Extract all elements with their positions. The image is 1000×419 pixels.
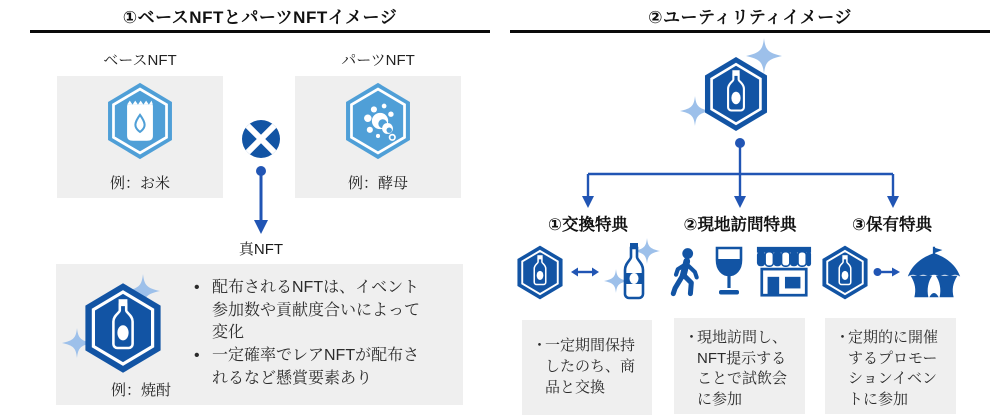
storefront-icon: [755, 246, 813, 298]
bullet-text: 配布されるNFTは、イベント参加数や貢献度合いによって変化: [212, 279, 421, 342]
utility-main-figure: [678, 38, 802, 144]
sparkling-bottle-icon: [606, 239, 660, 305]
base-nft-example: 例：お米: [109, 175, 170, 192]
shochu-bottle-hexagon-icon: [703, 56, 769, 132]
parts-nft-example: 例：酵母: [347, 175, 408, 192]
bullet-marker: •: [194, 279, 200, 296]
base-nft-label: ベースNFT: [103, 52, 177, 69]
benefit3-heading: ③保有特典: [852, 216, 932, 234]
nft-hexagon-icon: [516, 245, 564, 300]
benefit2-description: ・ 現地訪問し、NFT提示することで試飲会に参加: [684, 328, 799, 411]
branch-connector: [540, 136, 960, 210]
dot-arrow-icon: [873, 266, 901, 278]
benefit1-description-box: [522, 320, 652, 415]
shochu-bottle-hexagon-icon: [83, 282, 163, 374]
right-title-underline: [510, 30, 990, 33]
bullet-item: [194, 277, 424, 345]
left-title-underline: [30, 30, 490, 33]
benefit3-description-box: [825, 318, 956, 414]
benefit1-description: ・ 一定期間保持したのち、商品と交換: [532, 336, 641, 398]
swap-arrow-icon: [570, 265, 600, 279]
bullet-marker: ・: [684, 329, 700, 346]
benefit2-heading: ②現地訪問特典: [683, 216, 797, 234]
true-nft-example: 例：焼酎: [110, 382, 171, 399]
benefit3-description: ・ 定期的に開催するプロモーションイベントに参加: [835, 328, 950, 411]
down-arrow-connector: [250, 162, 272, 236]
true-nft-bullets: [194, 277, 424, 391]
benefit2-description-box: [674, 318, 805, 414]
multiply-circle-icon: [240, 118, 282, 160]
bullet-item: [194, 345, 424, 390]
wine-glass-icon: [712, 246, 746, 298]
bullet-marker: ・: [532, 337, 548, 355]
bullet-marker: •: [194, 347, 200, 365]
base-nft-card: [57, 76, 223, 198]
benefit2-icons: [666, 238, 814, 306]
true-nft-card: [56, 264, 463, 405]
nft-hexagon-icon: [821, 245, 869, 300]
benefit3-icons: [818, 238, 966, 306]
parts-nft-card: [295, 76, 461, 198]
walking-person-icon: [667, 246, 703, 298]
true-nft-label: 真NFT: [238, 241, 284, 258]
circus-tent-icon: [905, 245, 963, 299]
bullet-marker: ・: [835, 329, 851, 346]
left-panel-title: ①ベースNFTとパーツNFTイメージ: [122, 8, 398, 27]
bottle-icon: [619, 243, 649, 301]
benefit1-heading: ①交換特典: [548, 216, 628, 234]
benefit1-icons: [514, 238, 662, 306]
parts-nft-label: パーツNFT: [341, 52, 415, 69]
bullet-text: 一定確率でレアNFTが配布されるなど懸賞要素あり: [212, 347, 420, 387]
rice-bag-hexagon-icon: [106, 82, 174, 160]
right-panel-title: ②ユーティリティイメージ: [648, 8, 852, 27]
yeast-bubbles-hexagon-icon: [344, 82, 412, 160]
